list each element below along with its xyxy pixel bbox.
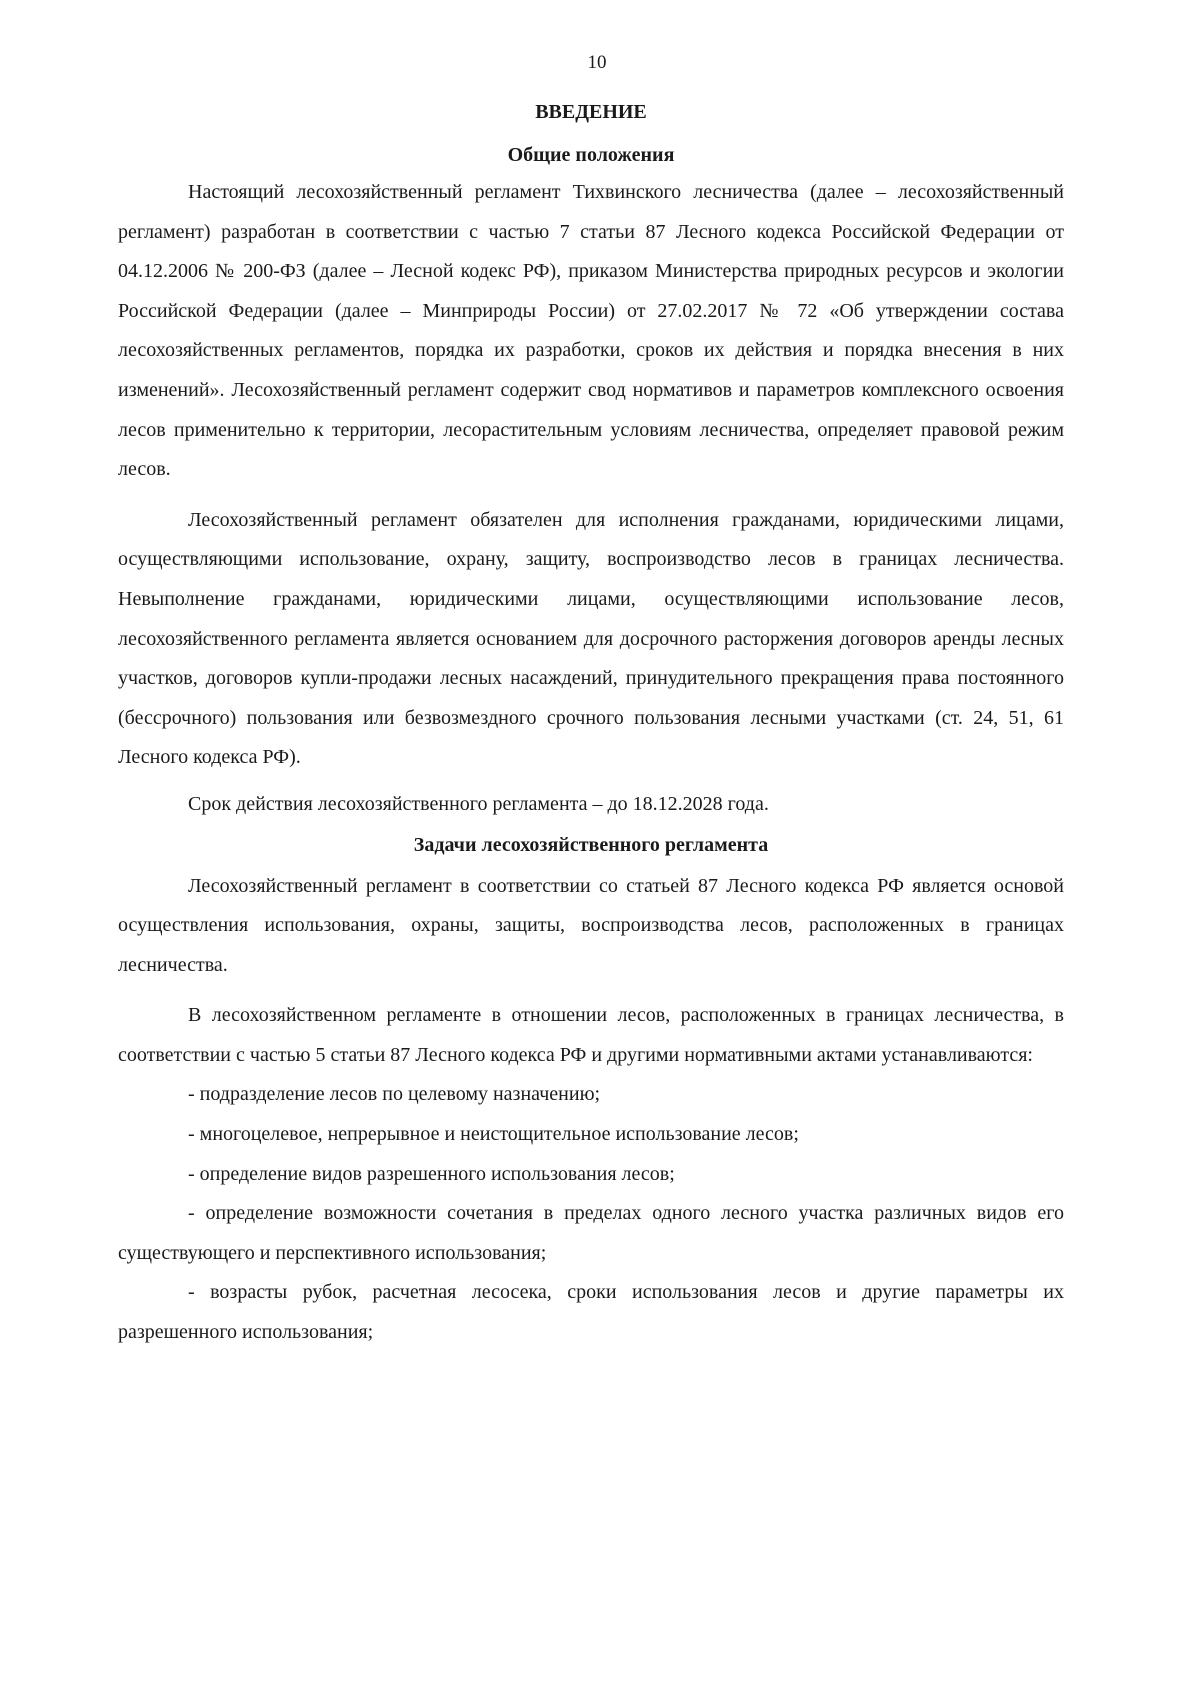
- list-item: - определение видов разрешенного использования лесов;: [188, 1162, 675, 1185]
- list-item: - многоцелевое, непрерывное и неистощительное использование лесов;: [188, 1123, 799, 1146]
- paragraph-tasks-basis: Лесохозяйственный регламент в соответствии со статьей 87 Лесного кодекса РФ является основой осуществления использования, охраны, защиты, воспроизводства лесов, расположенных в границах лесничества.: [118, 874, 1064, 976]
- paragraph-tasks-established: В лесохозяйственном регламенте в отношении лесов, расположенных в границах лесничества, в соответствии с частью 5 статьи 87 Лесного кодекса РФ и другими нормативными актами устанавливаются:: [118, 1004, 1064, 1066]
- document-page: [118, 52, 1064, 1353]
- section-title: ВВЕДЕНИЕ: [535, 101, 647, 123]
- subsection-title-tasks: Задачи лесохозяйственного регламента: [413, 833, 769, 856]
- paragraph-obligation: Лесохозяйственный регламент обязателен для исполнения гражданами, юридическими лицами, осуществляющими использование, охрану, защиту, воспроизводство лесов в границах лесничества. Невыполнение гражданами, юридическими лицами, осуществляющими использование лесов, лесохозяйственного регламента является основанием для досрочного расторжения договоров аренды лесных участков, договоров купли-продажи лесных насаждений, принудительного прекращения права постоянного (бессрочного) пользования или безвозмездного срочного пользования лесными участками (ст. 24, 51, 61 Лесного кодекса РФ).: [118, 508, 1064, 769]
- subsection-title-general: Общие положения: [507, 144, 675, 166]
- tasks-list: [118, 1075, 1064, 1352]
- paragraph-validity: Срок действия лесохозяйственного регламента – до 18.12.2028 года.: [188, 792, 769, 815]
- list-item: - определение возможности сочетания в пределах одного лесного участка различных видов его существующего и перспективного использования;: [118, 1202, 1064, 1264]
- list-item: - подразделение лесов по целевому назначению;: [188, 1083, 601, 1106]
- list-item: - возрасты рубок, расчетная лесосека, сроки использования лесов и другие параметры их разрешенного использования;: [118, 1281, 1064, 1344]
- paragraph-intro: Настоящий лесохозяйственный регламент Тихвинского лесничества (далее – лесохозяйственный регламент) разработан в соответствии с частью 7 статьи 87 Лесного кодекса Российской Федерации от 04.12.2006 № 200-ФЗ (далее – Лесной кодекс РФ), приказом Министерства природных ресурсов и экологии Российской Федерации (далее – Минприроды России) от 27.02.2017 № 72 «Об утверждении состава лесохозяйственных регламентов, порядка их разработки, сроков их действия и порядка внесения в них изменений». Лесохозяйственный регламент содержит свод нормативов и параметров комплексного освоения лесов применительно к территории, лесорастительным условиям лесничества, определяет правовой режим лесов.: [118, 181, 1064, 481]
- page-number: 10: [587, 52, 607, 73]
